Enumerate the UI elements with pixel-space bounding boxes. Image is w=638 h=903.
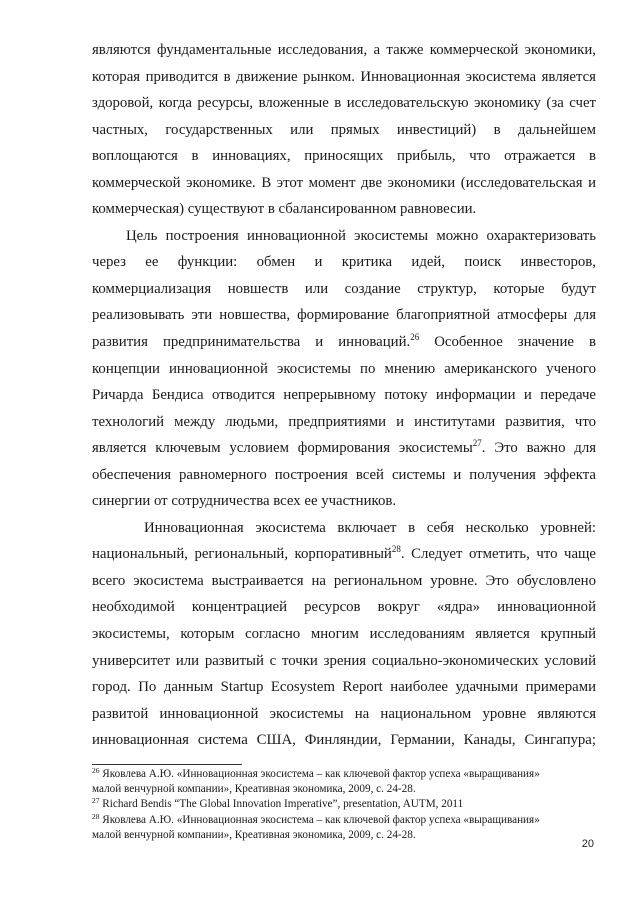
footnote-text: малой венчурной компании», Креативная экономика, 2009, с. 24-28. — [92, 783, 416, 796]
footnote-separator — [92, 764, 242, 765]
footnote-number: 26 — [92, 765, 100, 775]
text-line — [92, 170, 596, 197]
document-page — [92, 37, 596, 843]
text-line — [92, 701, 596, 728]
text-line — [92, 594, 596, 621]
text-line — [92, 621, 596, 648]
line-text: необходимой концентрацией ресурсов вокруг «ядра» инновационной — [92, 599, 596, 616]
line-text: развитой инновационной экосистемы на национальном уровне являются — [92, 705, 596, 722]
text-line — [92, 541, 596, 568]
line-text: национальный, региональный, корпоративный — [92, 546, 392, 563]
line-text: технологий между людьми, предприятиями и институтами развития, что — [92, 413, 596, 430]
text-line — [92, 302, 596, 329]
text-line — [92, 117, 596, 144]
footnote-number: 28 — [92, 811, 100, 821]
line-text: коммерческой экономике. В этот момент две экономики (исследовательская и — [92, 174, 596, 191]
footnote-ref: 28 — [391, 544, 401, 555]
page-number: 20 — [581, 838, 594, 850]
footnote-text: малой венчурной компании», Креативная экономика, 2009, с. 24-28. — [92, 828, 416, 841]
text-line — [92, 435, 596, 462]
text-line — [92, 329, 596, 356]
line-text: обеспечения равномерного построения всей системы и получения эффекта — [92, 466, 596, 483]
text-line — [92, 515, 596, 542]
footnote-line — [92, 782, 596, 797]
footnote-line — [92, 797, 596, 812]
text-line — [92, 568, 596, 595]
line-text: реализовывать эти новшества, формирование благоприятной атмосферы для — [92, 307, 596, 324]
line-text: частных, государственных или прямых инвестиций) в дальнейшем — [92, 121, 596, 138]
line-text-after: Особенное значение в — [419, 334, 596, 351]
line-text: является ключевым условием формирования экосистемы — [92, 440, 473, 457]
footnote-text: Richard Bendis “The Global Innovation Imperative”, presentation, AUTM, 2011 — [99, 798, 464, 811]
footnote-line — [92, 828, 596, 843]
line-text: которая приводится в движение рынком. Инновационная экосистема является — [92, 68, 596, 85]
line-text: Инновационная экосистема включает в себя несколько уровней: — [144, 519, 596, 536]
footnote-text: Яковлева А.Ю. «Инновационная экосистема – как ключевой фактор успеха «выращивания» — [99, 813, 540, 826]
line-text: всего экосистема выстраивается на региональном уровне. Это обусловлено — [92, 572, 596, 589]
footnotes — [92, 767, 596, 843]
text-line — [92, 648, 596, 675]
footnote-ref: 27 — [472, 438, 482, 449]
text-line — [92, 674, 596, 701]
footnote-line — [92, 767, 596, 782]
line-text: через ее функции: обмен и критика идей, поиск инвесторов, — [92, 254, 596, 271]
text-line — [92, 409, 596, 436]
text-line — [92, 727, 596, 754]
line-text: инновационная система США, Финляндии, Германии, Канады, Сингапура; — [92, 732, 596, 749]
text-line — [92, 64, 596, 91]
text-line — [92, 37, 596, 64]
text-line — [92, 276, 596, 303]
footnote-ref: 26 — [410, 332, 420, 343]
line-text: Ричарда Бендиса отводится непрерывному потоку информации и передаче — [92, 387, 596, 404]
line-text: экосистемы, которым согласно многим исследованиям является крупный — [92, 626, 596, 643]
line-text: синергии от сотрудничества всех ее участников. — [92, 493, 397, 510]
text-line — [92, 223, 596, 250]
footnote-line — [92, 813, 596, 828]
text-line — [92, 382, 596, 409]
body-text — [92, 37, 596, 754]
text-line — [92, 356, 596, 383]
text-line — [92, 488, 596, 515]
text-line — [92, 249, 596, 276]
line-text: развития предпринимательства и инноваций. — [92, 334, 411, 351]
line-text: университет или развитый с точки зрения социально-экономических условий — [92, 652, 596, 669]
text-line — [92, 143, 596, 170]
footnote-number: 27 — [92, 796, 100, 806]
line-text: Цель построения инновационной экосистемы можно охарактеризовать — [126, 227, 596, 244]
text-line — [92, 196, 596, 223]
line-text: коммерциализация новшеств или создание структур, которые будут — [92, 280, 596, 297]
line-text-after: . Следует отметить, что чаще — [400, 546, 597, 563]
line-text: город. По данным Startup Ecosystem Report наиболее удачными примерами — [92, 679, 596, 696]
line-text: воплощаются в инновациях, приносящих прибыль, что отражается в — [92, 148, 596, 165]
line-text-after: . Это важно для — [481, 440, 597, 457]
text-line — [92, 462, 596, 489]
line-text: концепции инновационной экосистемы по мнению американского ученого — [92, 360, 596, 377]
line-text: являются фундаментальные исследования, а также коммерческой экономики, — [92, 42, 596, 58]
footnote-text: Яковлева А.Ю. «Инновационная экосистема – как ключевой фактор успеха «выращивания» — [99, 767, 540, 780]
text-line — [92, 90, 596, 117]
line-text: коммерческая) существуют в сбалансированном равновесии. — [92, 201, 477, 218]
line-text: здоровой, когда ресурсы, вложенные в исследовательскую экономику (за счет — [92, 95, 596, 112]
